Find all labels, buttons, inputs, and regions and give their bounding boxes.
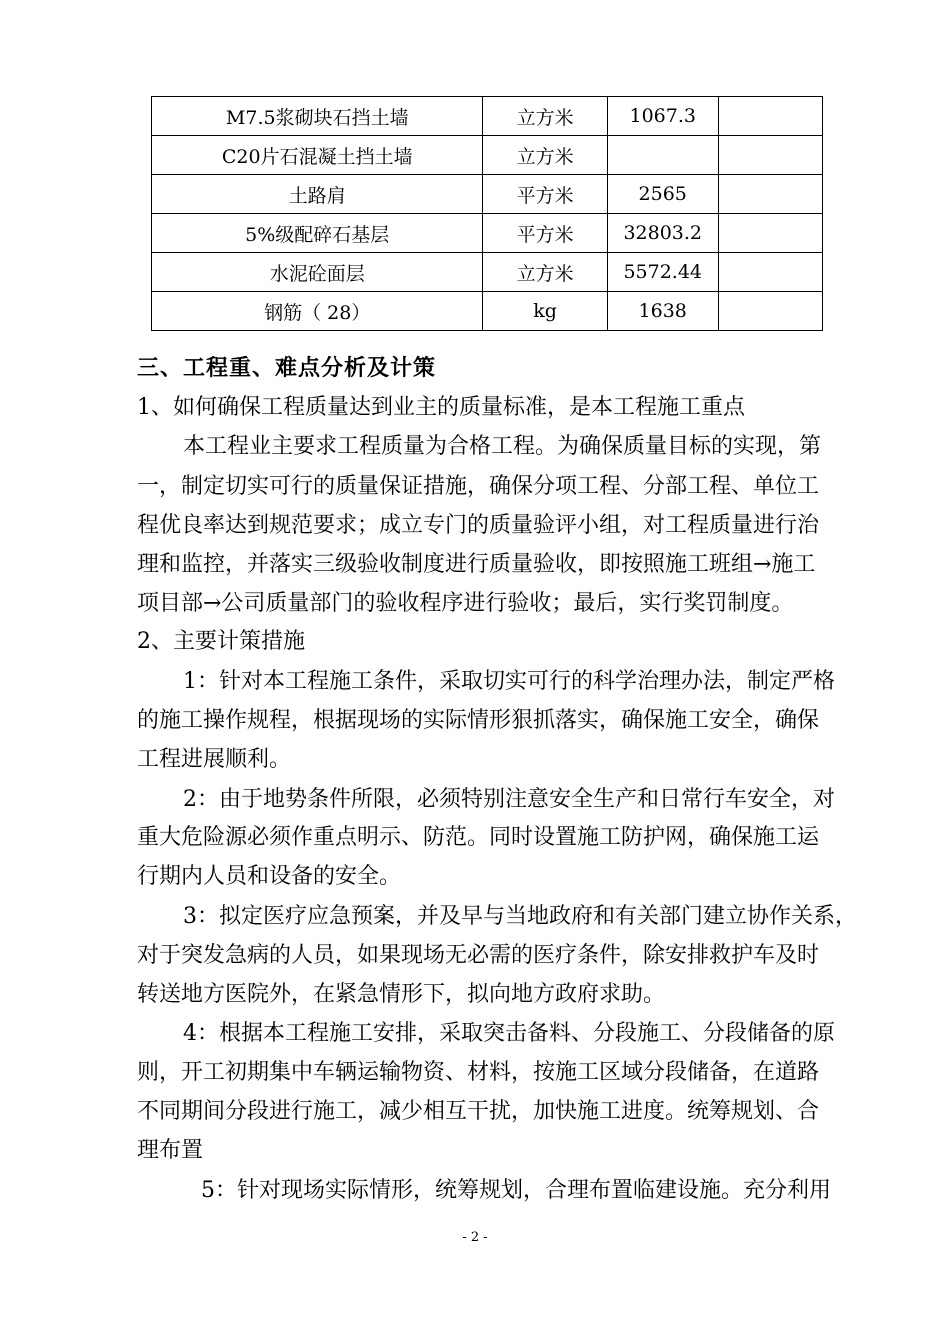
table-row [152,292,823,331]
unit-cell: 平方米 [483,175,607,214]
measure-2-line: 行期内人员和设备的安全。 [137,864,402,889]
measure-2-line: 重大危险源必须作重点明示、防范。同时设置施工防护网，确保施工运 [137,825,820,850]
measure-5-line: 5：针对现场实际情形，统筹规划，合理布置临建设施。充分利用 [201,1178,831,1203]
section-heading: 三、工程重、难点分析及计策 [137,355,437,381]
measure-1-line: 工程进展顺利。 [137,747,292,772]
unit-cell: 立方米 [483,97,607,136]
measure-1-line: 1：针对本工程施工条件，采取切实可行的科学治理办法，制定严格 [183,669,835,694]
quantity-cell: 1638 [607,292,718,331]
note-cell [718,175,822,214]
table-row [152,97,823,136]
paragraph-line: 一，制定切实可行的质量保证措施，确保分项工程、分部工程、单位工 [137,474,820,499]
item-cell: 土路肩 [152,175,483,214]
note-cell [718,214,822,253]
measure-1-line: 的施工操作规程，根据现场的实际情形狠抓落实，确保施工安全，确保 [137,708,820,733]
unit-cell: 立方米 [483,253,607,292]
table-row [152,214,823,253]
note-cell [718,136,822,175]
unit-cell: 立方米 [483,136,607,175]
item-cell: C20片石混凝土挡土墙 [152,136,483,175]
quantity-table [151,96,823,331]
measure-3-line: 对于突发急病的人员，如果现场无必需的医疗条件，除安排救护车及时 [137,943,820,968]
paragraph-line: 本工程业主要求工程质量为合格工程。为确保质量目标的实现，第 [183,434,822,459]
subsection-heading-2: 2、主要计策措施 [137,629,305,654]
note-cell [718,292,822,331]
unit-cell: kg [483,292,607,331]
quantity-cell: 32803.2 [607,214,718,253]
quantity-cell [607,136,718,175]
unit-cell: 平方米 [483,214,607,253]
paragraph-line: 项目部→公司质量部门的验收程序进行验收；最后，实行奖罚制度。 [137,591,794,616]
measure-4-line: 理布置 [137,1138,204,1163]
table-row [152,136,823,175]
item-cell: 钢筋（ 28） [152,292,483,331]
note-cell [718,97,822,136]
note-cell [718,253,822,292]
measure-4-line: 不同期间分段进行施工，减少相互干扰，加快施工进度。统筹规划、合 [137,1099,820,1124]
quantity-cell: 5572.44 [607,253,718,292]
measure-4-line: 则，开工初期集中车辆运输物资、材料，按施工区域分段储备，在道路 [137,1060,820,1085]
paragraph-line: 程优良率达到规范要求；成立专门的质量验评小组，对工程质量进行治 [137,513,820,538]
measure-3-line: 3：拟定医疗应急预案，并及早与当地政府和有关部门建立协作关系， [183,904,857,929]
measure-4-line: 4：根据本工程施工安排，采取突击备料、分段施工、分段储备的原 [183,1021,835,1046]
table-row [152,253,823,292]
subsection-heading-1: 1、如何确保工程质量达到业主的质量标准，是本工程施工重点 [137,395,745,420]
item-cell: 5%级配碎石基层 [152,214,483,253]
table-row [152,175,823,214]
quantity-cell: 2565 [607,175,718,214]
page-number: - 2 - [462,1230,488,1245]
quantity-cell: 1067.3 [607,97,718,136]
measure-3-line: 转送地方医院外，在紧急情形下，拟向地方政府求助。 [137,982,666,1007]
paragraph-line: 理和监控，并落实三级验收制度进行质量验收，即按照施工班组→施工 [137,552,816,577]
item-cell: 水泥砼面层 [152,253,483,292]
measure-2-line: 2：由于地势条件所限，必须特别注意安全生产和日常行车安全，对 [183,787,835,812]
item-cell: M7.5浆砌块石挡土墙 [152,97,483,136]
